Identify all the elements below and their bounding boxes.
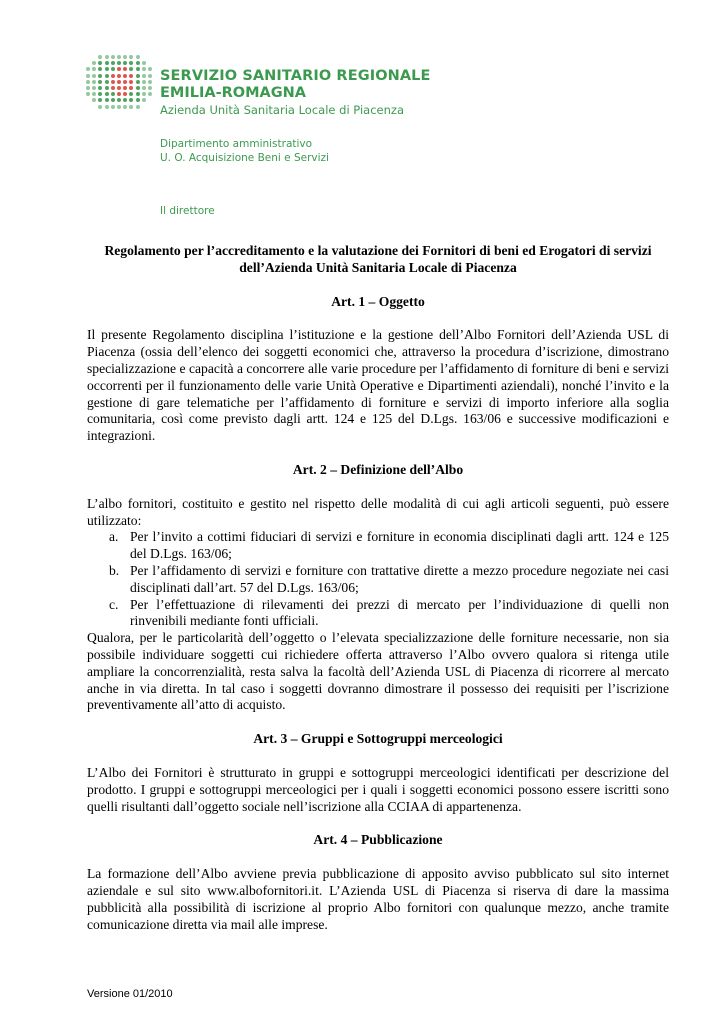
logo-dot bbox=[117, 86, 121, 90]
department bbox=[160, 137, 329, 165]
logo-dot bbox=[117, 67, 121, 71]
logo-dot bbox=[123, 67, 127, 71]
logo-dot bbox=[105, 98, 109, 102]
logo-dot bbox=[92, 98, 96, 102]
logo-dot bbox=[105, 105, 109, 109]
logo-dot bbox=[105, 67, 109, 71]
logo-dot bbox=[117, 92, 121, 96]
logo-dot bbox=[117, 55, 121, 59]
art2-closing: Qualora, per le particolarità dell’oggetto o l’elevata specializzazione delle forniture necessarie, non sia possibile individuare soggetti cui richiedere offerta attraverso l’Albo ovvero qualora si ritenga utile ampliare la concorrenzialità, resta salva la facoltà dell’Azienda USL di Piacenza di ricorrere al mercato anche in via diretta. In tal caso i soggetti dovranno dimostrare il possesso dei requisiti per l’iscrizione preventivamente all’atto di acquisto. bbox=[87, 630, 669, 713]
logo-dot bbox=[92, 67, 96, 71]
logo-dot bbox=[111, 80, 115, 84]
logo-dot bbox=[92, 74, 96, 78]
logo-dot bbox=[98, 61, 102, 65]
logo-dot bbox=[123, 105, 127, 109]
document-title: Regolamento per l’accreditamento e la valutazione dei Fornitori di beni ed Erogatori di servizi dell’Azienda Unità Sanitaria Locale di Piacenza bbox=[104, 243, 652, 275]
org-line-3-main: Azienda Unità Sanitaria Locale bbox=[160, 103, 336, 117]
art1-heading: Art. 1 – Oggetto bbox=[331, 293, 425, 309]
logo-dot bbox=[92, 61, 96, 65]
logo-dot bbox=[148, 74, 152, 78]
list-item-text: Per l’effettuazione di rilevamenti dei prezzi di mercato per l’individuazione di quelli non rinvenibili mediante fonti ufficiali. bbox=[130, 596, 669, 629]
list-item-text: Per l’affidamento di servizi e forniture con trattative dirette a mezzo procedure negoziate nei casi disciplinati dall’art. 57 del D.Lgs. 163/06; bbox=[130, 562, 669, 595]
logo-dot bbox=[136, 105, 140, 109]
list-item bbox=[87, 597, 669, 631]
logo-dot bbox=[98, 55, 102, 59]
logo-dot bbox=[98, 98, 102, 102]
art3-text: L’Albo dei Fornitori è strutturato in gruppi e sottogruppi merceologici identificati per descrizione del prodotto. I gruppi e sottogruppi merceologici per i quali i soggetti economici possono essere iscritti sono quelli risultanti dall’oggetto sociale nell’iscrizione alla CCIAA di appartenenza. bbox=[87, 764, 669, 814]
logo-dot bbox=[117, 80, 121, 84]
logo-dot bbox=[136, 98, 140, 102]
art1-text: Il presente Regolamento disciplina l’istituzione e la gestione dell’Albo Fornitori dell’Azienda USL di Piacenza (ossia dell’elenco dei soggetti economici che, attraverso la procedura d’iscrizione, dimostrano specializzazione e capacità a concorrere alle varie procedure per l’affidamento di forniture di beni e servizi occorrenti per il funzionamento delle varie Unità Operative e Dipartimenti aziendali), nonché l’invito e la gestione di gare telematiche per l’affidamento di forniture e servizi di importo inferiore alla soglia comunitaria, così come previsto dagli artt. 124 e 125 del D.Lgs. 163/06 e successive modificazioni e integrazioni. bbox=[87, 327, 669, 444]
art4-text: La formazione dell’Albo avviene previa pubblicazione di apposito avviso pubblicato sul sito internet aziendale e sul sito www.albofornitori.it. L’Azienda USL di Piacenza si riserva di dare la massima pubblicità alla possibilità di iscrizione al proprio Albo fornitori con qualunque mezzo, anche tramite comunicazione diretta via mail alle imprese. bbox=[87, 866, 669, 932]
org-line-1: SERVIZIO SANITARIO REGIONALE bbox=[160, 68, 431, 84]
org-line-3-suffix: di Piacenza bbox=[335, 103, 404, 117]
document-body bbox=[87, 243, 669, 933]
org-line-2: EMILIA-ROMAGNA bbox=[160, 85, 307, 101]
logo-dot bbox=[136, 55, 140, 59]
logo-dot bbox=[105, 55, 109, 59]
logo-dot bbox=[92, 80, 96, 84]
logo-dot bbox=[105, 80, 109, 84]
dept-line-1: Dipartimento amministrativo bbox=[160, 138, 313, 150]
logo-dot bbox=[111, 55, 115, 59]
logo-dot bbox=[129, 55, 133, 59]
logo-dot bbox=[111, 86, 115, 90]
logo-dot bbox=[142, 61, 146, 65]
logo-dot bbox=[92, 86, 96, 90]
logo-dot bbox=[92, 92, 96, 96]
list-marker: a. bbox=[109, 529, 119, 545]
logo-dot bbox=[111, 67, 115, 71]
logo-dot bbox=[98, 105, 102, 109]
logo-dot bbox=[105, 92, 109, 96]
logo-dot bbox=[148, 80, 152, 84]
logo-dot bbox=[136, 61, 140, 65]
logo-dot bbox=[98, 92, 102, 96]
logo-dot bbox=[111, 92, 115, 96]
logo-dot bbox=[136, 67, 140, 71]
art3-heading: Art. 3 – Gruppi e Sottogruppi merceologici bbox=[253, 731, 503, 747]
list-marker: b. bbox=[109, 562, 120, 578]
logo-dot bbox=[148, 86, 152, 90]
logo-dot bbox=[142, 98, 146, 102]
logo-dot bbox=[136, 74, 140, 78]
logo-dot bbox=[86, 67, 90, 71]
logo-dot bbox=[117, 98, 121, 102]
logo-dot bbox=[142, 74, 146, 78]
logo-dot bbox=[136, 92, 140, 96]
logo-dot bbox=[86, 92, 90, 96]
logo-dot bbox=[129, 86, 133, 90]
art2-heading: Art. 2 – Definizione dell’Albo bbox=[292, 461, 464, 477]
art2-intro: L’albo fornitori, costituito e gestito nel rispetto delle modalità di cui agli articoli seguenti, può essere utilizzato: bbox=[87, 495, 669, 528]
logo-dot bbox=[105, 61, 109, 65]
logo-dot bbox=[111, 61, 115, 65]
version-footer: Versione 01/2010 bbox=[87, 988, 173, 1000]
organization-name bbox=[160, 68, 431, 118]
logo-dot bbox=[86, 86, 90, 90]
logo-dot bbox=[86, 80, 90, 84]
logo-dot bbox=[123, 86, 127, 90]
logo-dot bbox=[123, 55, 127, 59]
logo-dot bbox=[148, 67, 152, 71]
logo-dot bbox=[117, 61, 121, 65]
logo-dot bbox=[86, 74, 90, 78]
logo-dot bbox=[111, 105, 115, 109]
list-marker: c. bbox=[109, 596, 119, 612]
list-item-text: Per l’invito a cottimi fiduciari di servizi e forniture in economia disciplinati dagli artt. 124 e 125 del D.Lgs. 163/06; bbox=[130, 529, 669, 562]
logo-dot bbox=[129, 92, 133, 96]
logo-dot bbox=[129, 67, 133, 71]
logo-dot bbox=[123, 61, 127, 65]
art4-heading: Art. 4 – Pubblicazione bbox=[313, 832, 443, 848]
logo-dot bbox=[98, 80, 102, 84]
logo-dot bbox=[129, 80, 133, 84]
org-line-3 bbox=[160, 102, 431, 118]
logo-dot bbox=[98, 74, 102, 78]
logo-dot bbox=[123, 98, 127, 102]
logo-dot bbox=[142, 67, 146, 71]
logo-dot bbox=[117, 74, 121, 78]
director-label: Il direttore bbox=[160, 205, 215, 217]
logo-dot bbox=[105, 86, 109, 90]
logo-dot bbox=[129, 74, 133, 78]
logo-dot bbox=[129, 98, 133, 102]
logo-dot bbox=[98, 86, 102, 90]
list-item bbox=[87, 529, 669, 563]
art2-list bbox=[87, 529, 669, 630]
logo-dot bbox=[136, 80, 140, 84]
logo-dot bbox=[136, 86, 140, 90]
logo-dot bbox=[148, 92, 152, 96]
logo-dot bbox=[123, 80, 127, 84]
logo-dot bbox=[129, 105, 133, 109]
logo-dot bbox=[111, 74, 115, 78]
logo-dot bbox=[129, 61, 133, 65]
logo-dot bbox=[142, 92, 146, 96]
dept-line-2: U. O. Acquisizione Beni e Servizi bbox=[160, 152, 329, 164]
logo-dot bbox=[111, 98, 115, 102]
logo-dot bbox=[123, 74, 127, 78]
list-item bbox=[87, 563, 669, 597]
logo-dot bbox=[123, 92, 127, 96]
logo-dot bbox=[98, 67, 102, 71]
logo-dot bbox=[105, 74, 109, 78]
logo-dot bbox=[142, 86, 146, 90]
logo-dot bbox=[117, 105, 121, 109]
logo-dot bbox=[142, 80, 146, 84]
